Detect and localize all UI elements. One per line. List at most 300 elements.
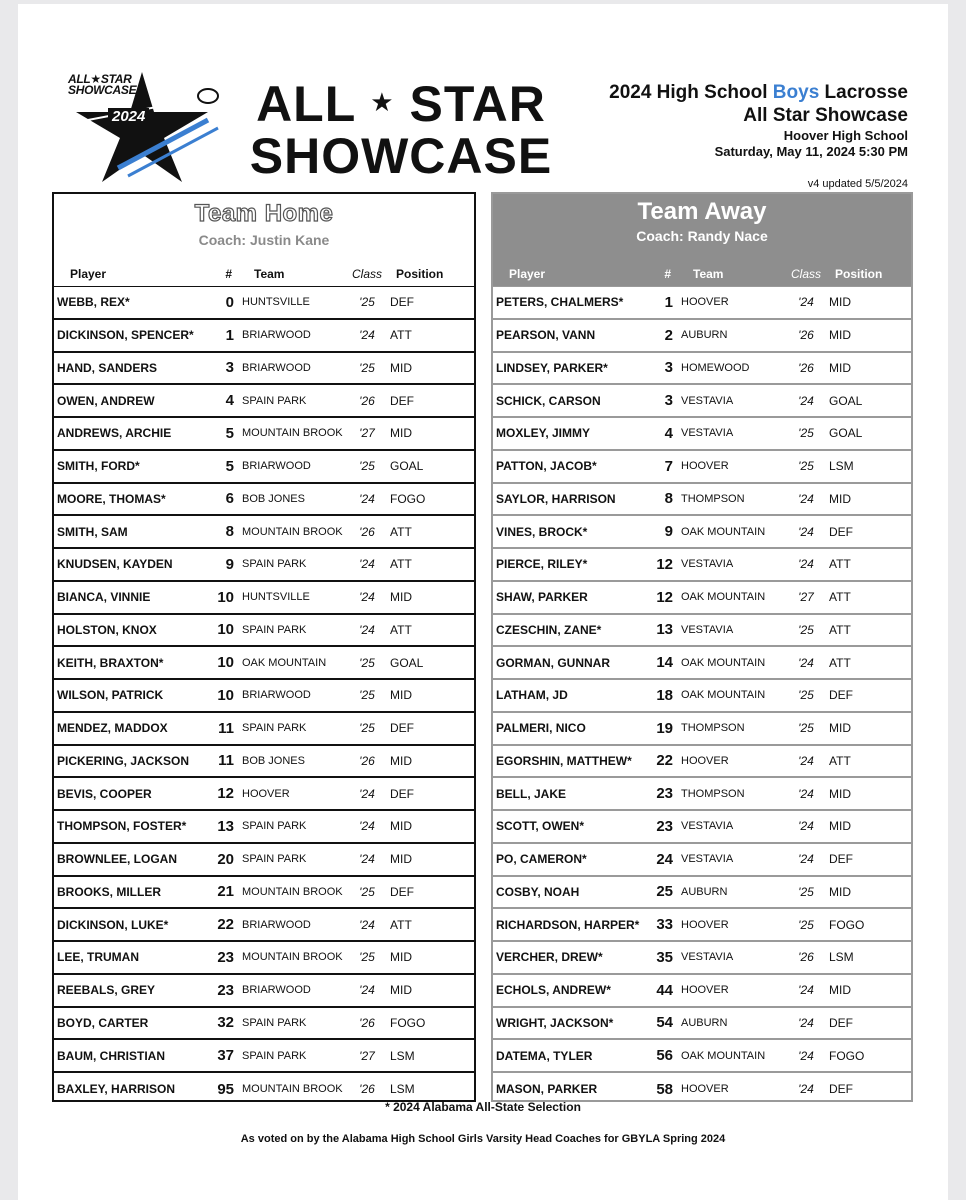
player-number: 3 xyxy=(664,392,673,410)
player-position: DEF xyxy=(829,688,853,703)
player-team: OAK MOUNTAIN xyxy=(681,656,766,669)
player-position: ATT xyxy=(390,557,412,572)
player-class: '26 xyxy=(359,524,375,539)
player-position: MID xyxy=(390,753,412,768)
player-name: BELL, JAKE xyxy=(496,786,567,801)
player-team: MOUNTAIN BROOK xyxy=(242,525,343,538)
player-number: 44 xyxy=(656,981,673,999)
player-class: '25 xyxy=(359,688,375,703)
player-position: DEF xyxy=(390,884,414,899)
player-name: MOORE, THOMAS* xyxy=(57,491,166,506)
player-class: '24 xyxy=(359,786,375,801)
player-position: DEF xyxy=(390,786,414,801)
player-number: 95 xyxy=(217,1080,234,1098)
player-position: ATT xyxy=(390,328,412,343)
player-number: 33 xyxy=(656,916,673,934)
player-number: 22 xyxy=(656,752,673,770)
col-player-header: Player xyxy=(70,267,107,281)
player-name: LATHAM, JD xyxy=(496,688,568,703)
table-row xyxy=(493,1008,911,1041)
event-subtitle: All Star Showcase xyxy=(743,105,908,126)
player-number: 25 xyxy=(656,883,673,901)
all-star-showcase-logo xyxy=(58,68,568,188)
table-row xyxy=(493,615,911,648)
player-class: '25 xyxy=(359,884,375,899)
player-class: '25 xyxy=(798,884,814,899)
table-row xyxy=(493,746,911,779)
player-team: BRIARWOOD xyxy=(242,329,311,342)
team-away-roster xyxy=(491,192,913,1102)
team-home-header xyxy=(54,194,474,262)
player-position: MID xyxy=(390,360,412,375)
player-number: 12 xyxy=(217,785,234,803)
player-class: '24 xyxy=(359,819,375,834)
player-class: '24 xyxy=(798,753,814,768)
player-class: '25 xyxy=(359,655,375,670)
player-number: 9 xyxy=(225,555,234,573)
table-row xyxy=(493,1040,911,1073)
player-name: BAUM, CHRISTIAN xyxy=(57,1048,165,1063)
player-number: 10 xyxy=(217,588,234,606)
player-class: '24 xyxy=(798,1015,814,1030)
player-position: DEF xyxy=(390,393,414,408)
table-row xyxy=(493,582,911,615)
player-position: DEF xyxy=(829,852,853,867)
player-team: VESTAVIA xyxy=(681,394,734,407)
player-position: MID xyxy=(829,295,851,310)
player-number: 1 xyxy=(225,326,234,344)
player-team: HUNTSVILLE xyxy=(242,591,310,604)
player-name: PEARSON, VANN xyxy=(496,328,596,343)
table-row xyxy=(493,320,911,353)
player-class: '24 xyxy=(798,655,814,670)
player-number: 19 xyxy=(656,719,673,737)
table-row xyxy=(54,451,474,484)
player-name: DICKINSON, LUKE* xyxy=(57,917,169,932)
player-number: 2 xyxy=(664,326,673,344)
player-name: SCHICK, CARSON xyxy=(496,393,601,408)
player-team: HOOVER xyxy=(681,1083,729,1096)
player-number: 3 xyxy=(225,359,234,377)
player-number: 35 xyxy=(656,948,673,966)
logo-small-line1: ALL★STAR xyxy=(68,72,132,86)
player-position: GOAL xyxy=(829,393,863,408)
all-state-note: * 2024 Alabama All-State Selection xyxy=(385,1100,581,1114)
player-class: '24 xyxy=(798,852,814,867)
player-number: 24 xyxy=(656,850,673,868)
team-home-name: Team Home xyxy=(194,200,334,227)
player-number: 21 xyxy=(217,883,234,901)
player-position: MID xyxy=(390,688,412,703)
player-position: GOAL xyxy=(390,655,424,670)
player-class: '24 xyxy=(359,917,375,932)
player-number: 7 xyxy=(664,457,673,475)
table-row xyxy=(493,778,911,811)
player-name: KEITH, BRAXTON* xyxy=(57,655,164,670)
table-row xyxy=(54,1008,474,1041)
player-number: 37 xyxy=(217,1047,234,1065)
player-number: 12 xyxy=(656,555,673,573)
player-position: DEF xyxy=(829,524,853,539)
table-row xyxy=(54,942,474,975)
player-number: 13 xyxy=(217,817,234,835)
player-position: ATT xyxy=(390,524,412,539)
team-home-rows xyxy=(54,286,474,1106)
player-number: 3 xyxy=(664,359,673,377)
team-away-rows xyxy=(493,286,911,1106)
table-row xyxy=(493,844,911,877)
player-position: ATT xyxy=(829,655,851,670)
table-row xyxy=(54,811,474,844)
player-team: BRIARWOOD xyxy=(242,984,311,997)
player-name: KNUDSEN, KAYDEN xyxy=(57,557,173,572)
player-class: '25 xyxy=(798,459,814,474)
player-name: PETERS, CHALMERS* xyxy=(496,295,624,310)
player-name: VERCHER, DREW* xyxy=(496,950,603,965)
player-position: ATT xyxy=(829,753,851,768)
player-name: WILSON, PATRICK xyxy=(57,688,164,703)
table-row xyxy=(493,942,911,975)
player-class: '26 xyxy=(359,1015,375,1030)
player-class: '24 xyxy=(359,852,375,867)
player-number: 10 xyxy=(217,654,234,672)
player-name: ECHOLS, ANDREW* xyxy=(496,983,611,998)
event-title-boys: Boys xyxy=(772,82,820,103)
team-away-column-headers xyxy=(493,262,911,286)
player-team: BRIARWOOD xyxy=(242,689,311,702)
player-position: GOAL xyxy=(829,426,863,441)
player-number: 6 xyxy=(225,490,234,508)
player-number: 10 xyxy=(217,686,234,704)
table-row xyxy=(54,975,474,1008)
table-row xyxy=(54,287,474,320)
player-name: SMITH, FORD* xyxy=(57,459,140,474)
table-row xyxy=(493,877,911,910)
player-class: '25 xyxy=(359,721,375,736)
player-team: MOUNTAIN BROOK xyxy=(242,951,343,964)
player-position: MID xyxy=(390,590,412,605)
player-team: THOMPSON xyxy=(681,492,745,505)
player-team: THOMPSON xyxy=(681,787,745,800)
player-name: SAYLOR, HARRISON xyxy=(496,491,616,506)
player-name: DICKINSON, SPENCER* xyxy=(57,328,194,343)
player-name: MENDEZ, MADDOX xyxy=(57,721,168,736)
player-number: 0 xyxy=(225,293,234,311)
col-class-header: Class xyxy=(351,267,382,281)
player-class: '24 xyxy=(798,295,814,310)
player-position: MID xyxy=(829,786,851,801)
team-home-coach: Coach: Justin Kane xyxy=(198,232,330,248)
player-position: GOAL xyxy=(390,459,424,474)
player-number: 10 xyxy=(217,621,234,639)
player-class: '24 xyxy=(359,557,375,572)
table-row xyxy=(54,516,474,549)
player-class: '24 xyxy=(798,524,814,539)
player-name: RICHARDSON, HARPER* xyxy=(496,917,640,932)
table-row xyxy=(493,811,911,844)
player-class: '24 xyxy=(798,557,814,572)
player-team: OAK MOUNTAIN xyxy=(242,656,327,669)
table-row xyxy=(54,844,474,877)
player-name: SCOTT, OWEN* xyxy=(496,819,585,834)
col-number-header: # xyxy=(225,267,232,281)
col-number-header: # xyxy=(664,267,671,281)
player-class: '24 xyxy=(359,590,375,605)
player-number: 8 xyxy=(664,490,673,508)
logo-small-text xyxy=(68,74,136,96)
player-number: 4 xyxy=(664,424,673,442)
player-name: SMITH, SAM xyxy=(57,524,128,539)
table-row xyxy=(54,484,474,517)
table-row xyxy=(54,582,474,615)
player-name: MOXLEY, JIMMY xyxy=(496,426,591,441)
player-class: '24 xyxy=(359,983,375,998)
player-position: MID xyxy=(829,819,851,834)
logo-title-showcase: SHOWCASE xyxy=(249,127,553,184)
player-number: 23 xyxy=(217,981,234,999)
player-class: '25 xyxy=(798,622,814,637)
col-player-header: Player xyxy=(509,267,546,281)
player-class: '27 xyxy=(798,590,814,605)
table-row xyxy=(493,975,911,1008)
player-team: VESTAVIA xyxy=(681,853,734,866)
player-number: 23 xyxy=(656,817,673,835)
logo-title xyxy=(236,76,566,184)
player-class: '24 xyxy=(359,491,375,506)
player-position: MID xyxy=(829,983,851,998)
table-row xyxy=(493,713,911,746)
player-number: 22 xyxy=(217,916,234,934)
player-team: SPAIN PARK xyxy=(242,1049,307,1062)
logo-year: 2024 xyxy=(108,108,149,125)
player-position: MID xyxy=(829,328,851,343)
player-position: DEF xyxy=(390,295,414,310)
player-team: BRIARWOOD xyxy=(242,460,311,473)
table-row xyxy=(493,549,911,582)
player-number: 8 xyxy=(225,523,234,541)
table-row xyxy=(493,385,911,418)
player-team: SPAIN PARK xyxy=(242,722,307,735)
col-position-header: Position xyxy=(835,267,883,281)
player-position: DEF xyxy=(829,1015,853,1030)
player-class: '26 xyxy=(798,360,814,375)
player-class: '25 xyxy=(798,917,814,932)
player-class: '25 xyxy=(798,426,814,441)
team-away-header xyxy=(493,194,911,262)
player-class: '26 xyxy=(359,753,375,768)
player-position: LSM xyxy=(829,459,854,474)
team-home-column-headers xyxy=(54,262,474,286)
table-row xyxy=(54,746,474,779)
player-team: OAK MOUNTAIN xyxy=(681,525,766,538)
logo-title-star: STAR xyxy=(409,76,546,132)
player-name: PALMERI, NICO xyxy=(496,721,586,736)
player-class: '24 xyxy=(359,328,375,343)
col-team-header: Team xyxy=(693,267,724,281)
player-name: PICKERING, JACKSON xyxy=(57,753,190,768)
player-team: BOB JONES xyxy=(242,754,305,767)
player-team: HOMEWOOD xyxy=(681,361,750,374)
player-position: MID xyxy=(390,819,412,834)
player-team: SPAIN PARK xyxy=(242,623,307,636)
player-number: 14 xyxy=(656,654,673,672)
player-team: AUBURN xyxy=(681,329,728,342)
player-class: '26 xyxy=(359,393,375,408)
table-row xyxy=(54,320,474,353)
table-row xyxy=(54,877,474,910)
player-name: DATEMA, TYLER xyxy=(496,1048,593,1063)
player-position: ATT xyxy=(390,917,412,932)
player-number: 4 xyxy=(225,392,234,410)
player-position: LSM xyxy=(390,1082,415,1097)
player-number: 56 xyxy=(656,1047,673,1065)
team-home-roster xyxy=(52,192,476,1102)
player-number: 5 xyxy=(225,424,234,442)
player-name: ANDREWS, ARCHIE xyxy=(57,426,172,441)
player-position: MID xyxy=(829,884,851,899)
table-row xyxy=(54,713,474,746)
event-title-post: Lacrosse xyxy=(819,82,908,103)
table-row xyxy=(54,1040,474,1073)
player-name: BEVIS, COOPER xyxy=(57,786,152,801)
player-team: MOUNTAIN BROOK xyxy=(242,1083,343,1096)
table-row xyxy=(493,484,911,517)
player-team: HUNTSVILLE xyxy=(242,296,310,309)
player-team: HOOVER xyxy=(242,787,290,800)
player-number: 11 xyxy=(218,752,234,770)
player-name: PO, CAMERON* xyxy=(496,852,587,867)
table-row xyxy=(493,516,911,549)
player-number: 23 xyxy=(217,948,234,966)
team-away-coach: Coach: Randy Nace xyxy=(636,228,768,244)
player-name: COSBY, NOAH xyxy=(496,884,580,899)
player-name: MASON, PARKER xyxy=(496,1082,598,1097)
player-name: HOLSTON, KNOX xyxy=(57,622,157,637)
player-position: MID xyxy=(829,721,851,736)
player-position: LSM xyxy=(829,950,854,965)
player-position: MID xyxy=(390,983,412,998)
player-class: '24 xyxy=(798,819,814,834)
player-team: MOUNTAIN BROOK xyxy=(242,885,343,898)
player-team: HOOVER xyxy=(681,918,729,931)
player-position: ATT xyxy=(829,622,851,637)
player-team: AUBURN xyxy=(681,1016,728,1029)
player-team: SPAIN PARK xyxy=(242,820,307,833)
player-number: 20 xyxy=(217,850,234,868)
player-name: BAXLEY, HARRISON xyxy=(57,1082,176,1097)
table-row xyxy=(493,647,911,680)
event-header xyxy=(609,82,908,160)
event-title xyxy=(609,82,908,104)
player-team: HOOVER xyxy=(681,984,729,997)
player-team: BRIARWOOD xyxy=(242,361,311,374)
player-number: 12 xyxy=(656,588,673,606)
player-class: '26 xyxy=(798,950,814,965)
event-date: Saturday, May 11, 2024 5:30 PM xyxy=(714,144,908,159)
voted-note: As voted on by the Alabama High School Girls Varsity Head Coaches for GBYLA Spring 2024 xyxy=(240,1133,726,1145)
player-team: VESTAVIA xyxy=(681,951,734,964)
table-row xyxy=(54,647,474,680)
player-position: ATT xyxy=(390,622,412,637)
player-class: '27 xyxy=(359,426,375,441)
player-team: BRIARWOOD xyxy=(242,918,311,931)
player-team: THOMPSON xyxy=(681,722,745,735)
player-team: HOOVER xyxy=(681,296,729,309)
player-name: EGORSHIN, MATTHEW* xyxy=(496,753,632,768)
table-row xyxy=(54,909,474,942)
player-name: BROWNLEE, LOGAN xyxy=(57,852,177,867)
table-row xyxy=(54,353,474,386)
player-number: 23 xyxy=(656,785,673,803)
player-number: 1 xyxy=(664,293,673,311)
player-team: OAK MOUNTAIN xyxy=(681,689,766,702)
player-position: MID xyxy=(390,950,412,965)
player-name: PATTON, JACOB* xyxy=(496,459,597,474)
table-row xyxy=(54,778,474,811)
player-name: SHAW, PARKER xyxy=(496,590,588,605)
version-label: v4 updated 5/5/2024 xyxy=(807,178,908,190)
player-class: '24 xyxy=(359,622,375,637)
table-row xyxy=(493,353,911,386)
table-row xyxy=(493,909,911,942)
player-number: 54 xyxy=(656,1014,673,1032)
table-row xyxy=(493,287,911,320)
player-class: '25 xyxy=(359,295,375,310)
player-position: FOGO xyxy=(829,917,865,932)
player-class: '26 xyxy=(798,328,814,343)
player-number: 32 xyxy=(217,1014,234,1032)
player-class: '25 xyxy=(798,721,814,736)
table-row xyxy=(493,451,911,484)
event-title-pre: 2024 High School xyxy=(609,82,773,103)
player-team: SPAIN PARK xyxy=(242,558,307,571)
table-row xyxy=(493,418,911,451)
logo-title-all: ALL xyxy=(256,76,356,132)
player-name: BROOKS, MILLER xyxy=(57,884,161,899)
player-name: WEBB, REX* xyxy=(57,295,130,310)
player-position: MID xyxy=(829,360,851,375)
col-class-header: Class xyxy=(790,267,821,281)
player-team: HOOVER xyxy=(681,754,729,767)
player-class: '26 xyxy=(359,1082,375,1097)
player-position: DEF xyxy=(390,721,414,736)
player-name: LEE, TRUMAN xyxy=(57,950,139,965)
player-number: 11 xyxy=(218,719,234,737)
player-class: '27 xyxy=(359,1048,375,1063)
player-position: LSM xyxy=(390,1048,415,1063)
player-position: DEF xyxy=(829,1082,853,1097)
player-class: '25 xyxy=(359,459,375,474)
player-number: 58 xyxy=(656,1080,673,1098)
table-row xyxy=(54,549,474,582)
player-position: ATT xyxy=(829,590,851,605)
player-name: WRIGHT, JACKSON* xyxy=(496,1015,614,1030)
player-name: LINDSEY, PARKER* xyxy=(496,360,608,375)
player-position: FOGO xyxy=(390,491,426,506)
player-class: '24 xyxy=(798,1048,814,1063)
player-team: VESTAVIA xyxy=(681,427,734,440)
player-team: BOB JONES xyxy=(242,492,305,505)
player-position: ATT xyxy=(829,557,851,572)
player-position: MID xyxy=(390,852,412,867)
table-row xyxy=(54,680,474,713)
player-team: MOUNTAIN BROOK xyxy=(242,427,343,440)
event-venue: Hoover High School xyxy=(783,128,908,143)
player-team: VESTAVIA xyxy=(681,558,734,571)
table-row xyxy=(54,385,474,418)
player-class: '25 xyxy=(798,688,814,703)
player-name: BOYD, CARTER xyxy=(57,1015,149,1030)
